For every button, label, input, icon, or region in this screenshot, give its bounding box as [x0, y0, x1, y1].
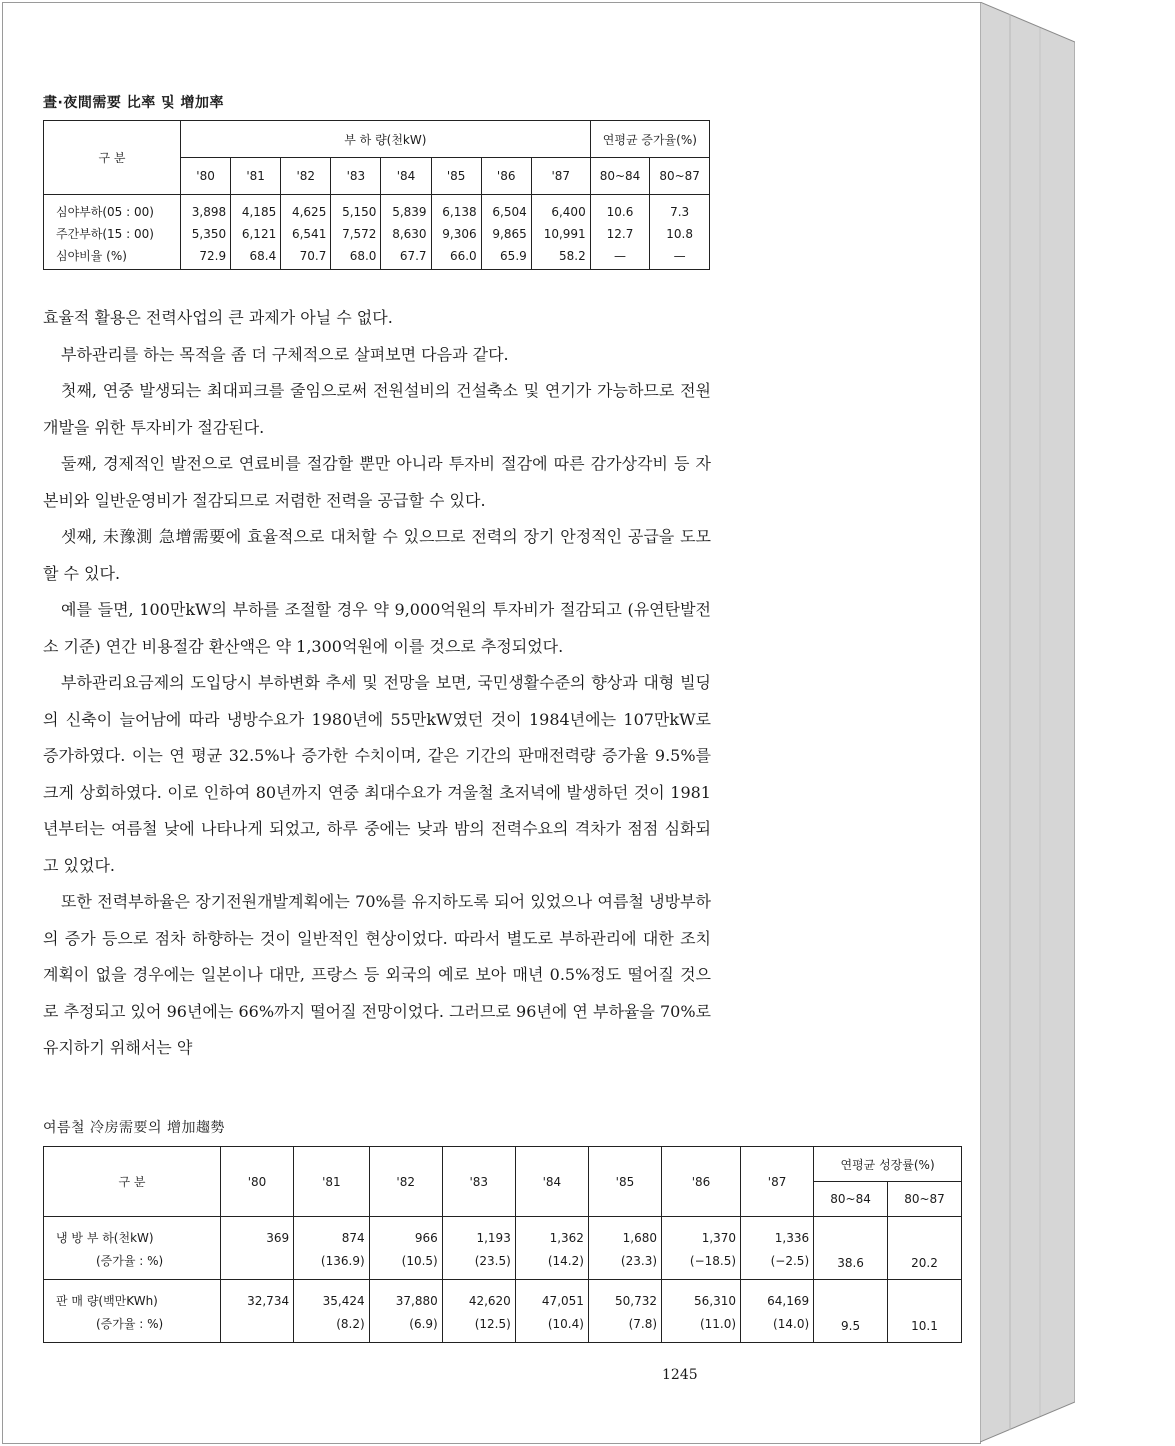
- table2-rate: (10.4): [547, 1317, 584, 1331]
- table1-cell: 6,121: [241, 227, 277, 241]
- table2-year: '81: [294, 1147, 370, 1217]
- table2-rate: (12.5): [474, 1317, 511, 1331]
- table2-value: 1,370: [701, 1231, 737, 1245]
- table1-year: '80: [181, 158, 231, 195]
- table2-value: 369: [266, 1231, 290, 1245]
- table1-cell: 3,898: [191, 205, 227, 219]
- table2-growth-cell: 10.1: [888, 1280, 962, 1343]
- table1-year: '86: [481, 158, 531, 195]
- table1-year: '83: [331, 158, 381, 195]
- table2-year: '80: [221, 1147, 294, 1217]
- table1-cell: 10,991: [543, 227, 586, 241]
- paragraph: 둘째, 경제적인 발전으로 연료비를 절감할 뿐만 아니라 투자비 절감에 따른 감가상각비 등 자본비와 일반운영비가 절감되므로 저렴한 전력을 공급할 수 있다.: [43, 454, 711, 510]
- table1-cell: 5,839: [392, 205, 427, 219]
- table1-cell: 7,572: [342, 227, 377, 241]
- table2-value: 1,193: [476, 1231, 511, 1245]
- table2-period: 80~87: [888, 1182, 962, 1217]
- table2-value: 50,732: [615, 1294, 658, 1308]
- table2-year: '86: [662, 1147, 741, 1217]
- table1-cell: 6,504: [492, 205, 527, 219]
- table2-row-sales: [44, 1280, 962, 1343]
- table1-cell: 6,541: [291, 227, 327, 241]
- table1-growth-header: 연평균 증가율(%): [590, 121, 709, 158]
- day-night-demand-table: [43, 120, 710, 270]
- table2-year: '83: [442, 1147, 515, 1217]
- table1-year: '87: [531, 158, 590, 195]
- table2-row-sublabel: (증가율 : %): [96, 1317, 164, 1331]
- table2-value: 47,051: [541, 1294, 584, 1308]
- table2-value: 1,680: [622, 1231, 658, 1245]
- table2-value: 56,310: [694, 1294, 737, 1308]
- table2-value: 874: [341, 1231, 365, 1245]
- table2-value: 966: [414, 1231, 438, 1245]
- table1-year: '81: [231, 158, 281, 195]
- table2-value: 64,169: [767, 1294, 810, 1308]
- table1-growth-cell: —: [614, 249, 626, 263]
- table2-year: '85: [588, 1147, 661, 1217]
- table2-value: 1,336: [774, 1231, 810, 1245]
- table2-row-sublabel: (증가율 : %): [96, 1254, 164, 1268]
- table1-body: [44, 195, 710, 270]
- paragraph: 셋째, 未豫測 急增需要에 효율적으로 대처할 수 있으므로 전력의 장기 안정적인 공급을 도모할 수 있다.: [43, 527, 711, 583]
- table2-growth-header: 연평균 성장률(%): [814, 1147, 962, 1182]
- table2-year: '87: [741, 1147, 814, 1217]
- table1-row-label: 심야부하(05 : 00): [56, 205, 154, 219]
- table1-cell: 66.0: [449, 249, 477, 263]
- table2-rate: (10.5): [401, 1254, 438, 1268]
- table2-rate: (23.3): [620, 1254, 658, 1268]
- table1-caption: 晝·夜間需要 比率 및 增加率: [43, 95, 224, 111]
- table1-row-labels: [44, 195, 181, 270]
- table1-growth-cell: —: [673, 249, 686, 263]
- table1-cell: 5,150: [342, 205, 377, 219]
- table1-cell: 68.0: [349, 249, 377, 263]
- table1-period: 80~84: [590, 158, 650, 195]
- table1-growth-cell: 10.6: [606, 205, 634, 219]
- cooling-demand-table: [43, 1146, 962, 1343]
- body-text: [43, 300, 711, 1067]
- page-number: 1245: [662, 1367, 698, 1383]
- paragraph: 또한 전력부하율은 장기전원개발계획에는 70%를 유지하도록 되어 있었으나 여름철 냉방부하의 증가 등으로 점차 하향하는 것이 일반적인 현상이었다. 따라서 별도로 부하관리에 대한 조치계획이 없을 경우에는 일본이나 대만, 프랑스 등 외국의 예로 보아 매년 0.5%정도 떨어질 것으로 추정되고 있어 96년에는 66%까지 떨어질 전망이었다. 그러므로 96년에 연 부하율을 70%로 유지하기 위해서는 약: [43, 892, 711, 1057]
- table1-cell: 9,306: [442, 227, 477, 241]
- table1-cell: 6,400: [551, 205, 586, 219]
- table2-row-label: 냉 방 부 하(천kW): [56, 1231, 154, 1245]
- table2-year: '82: [369, 1147, 442, 1217]
- table2-rate: (11.0): [699, 1317, 737, 1331]
- table1-year: '84: [381, 158, 431, 195]
- paragraph: 부하관리를 하는 목적을 좀 더 구체적으로 살펴보면 다음과 같다.: [61, 344, 509, 364]
- table2-value: 35,424: [322, 1294, 365, 1308]
- table1-row-label: 심야비율 (%): [56, 249, 127, 263]
- table2-rate: (8.2): [336, 1317, 365, 1331]
- table1-cell: 58.2: [558, 249, 586, 263]
- table1-cell: 4,625: [291, 205, 327, 219]
- table1-growth-cell: 12.7: [606, 227, 634, 241]
- table2-header-label: 구 분: [44, 1147, 221, 1217]
- table1-row-label: 주간부하(15 : 00): [56, 227, 154, 241]
- table1-cell: 67.7: [399, 249, 427, 263]
- table1-year: '85: [431, 158, 481, 195]
- table1-year: '82: [281, 158, 331, 195]
- table2-growth-cell: 20.2: [888, 1217, 962, 1280]
- table1-cell: 68.4: [249, 249, 277, 263]
- table2-rate: (−2.5): [770, 1254, 810, 1268]
- table2-rate: (23.5): [474, 1254, 511, 1268]
- table1-load-header: 부 하 량(천kW): [181, 121, 591, 158]
- table2-row-cooling: [44, 1217, 962, 1280]
- book-edge: [980, 2, 1075, 1442]
- table1-growth-cell: 7.3: [670, 205, 690, 219]
- table1-cell: 70.7: [299, 249, 327, 263]
- table2-growth-cell: 38.6: [814, 1217, 888, 1280]
- table1-cell: 9,865: [492, 227, 527, 241]
- table2-value: 37,880: [395, 1294, 438, 1308]
- table2-value: 42,620: [468, 1294, 511, 1308]
- table2-rate: (14.0): [773, 1317, 810, 1331]
- table1-cell: 8,630: [392, 227, 427, 241]
- table2-growth-cell: 9.5: [814, 1280, 888, 1343]
- table1-header-label: 구 분: [44, 121, 181, 195]
- table1-period: 80~87: [650, 158, 710, 195]
- table1-cell: 4,185: [241, 205, 277, 219]
- table2-caption: 여름철 冷房需要의 增加趨勢: [43, 1120, 225, 1136]
- table1-cell: 65.9: [500, 249, 527, 263]
- table2-rate: (14.2): [547, 1254, 584, 1268]
- paragraph: 첫째, 연중 발생되는 최대피크를 줄임으로써 전원설비의 건설축소 및 연기가 가능하므로 전원개발을 위한 투자비가 절감된다.: [43, 381, 711, 437]
- paragraph: 예를 들면, 100만kW의 부하를 조절할 경우 약 9,000억원의 투자비가 절감되고 (유연탄발전소 기준) 연간 비용절감 환산액은 약 1,300억원에 이를 것으로 추정되었다.: [43, 600, 711, 656]
- table1-cell: 6,138: [442, 205, 477, 219]
- paragraph: 부하관리요금제의 도입당시 부하변화 추세 및 전망을 보면, 국민생활수준의 향상과 대형 빌딩의 신축이 늘어남에 따라 냉방수요가 1980년에 55만kW였던 것이 1984년에는 107만kW로 증가하였다. 이는 연 평균 32.5%나 증가한 수치이며, 같은 기간의 판매전력량 증가율 9.5%를 크게 상회하였다. 이로 인하여 80년까지 연중 최대수요가 겨울철 초저녁에 발생하던 것이 1981년부터는 여름철 낮에 나타나게 되었고, 하루 중에는 낮과 밤의 전력수요의 격차가 점점 심화되고 있었다.: [43, 673, 711, 875]
- table2-year: '84: [515, 1147, 588, 1217]
- table1-growth-cell: 10.8: [666, 227, 693, 241]
- table2-period: 80~84: [814, 1182, 888, 1217]
- table2-rate: (6.9): [409, 1317, 438, 1331]
- paragraph: 효율적 활용은 전력사업의 큰 과제가 아닐 수 없다.: [43, 308, 393, 327]
- table2-rate: (7.8): [628, 1317, 658, 1331]
- table1-cell: 5,350: [191, 227, 227, 241]
- table2-value: 32,734: [247, 1294, 290, 1308]
- table2-value: 1,362: [549, 1231, 584, 1245]
- table1-cell: 72.9: [199, 249, 227, 263]
- table2-rate: (136.9): [320, 1254, 365, 1268]
- table2-rate: (−18.5): [689, 1254, 737, 1268]
- table2-row-label: 판 매 량(백만KWh): [56, 1294, 158, 1308]
